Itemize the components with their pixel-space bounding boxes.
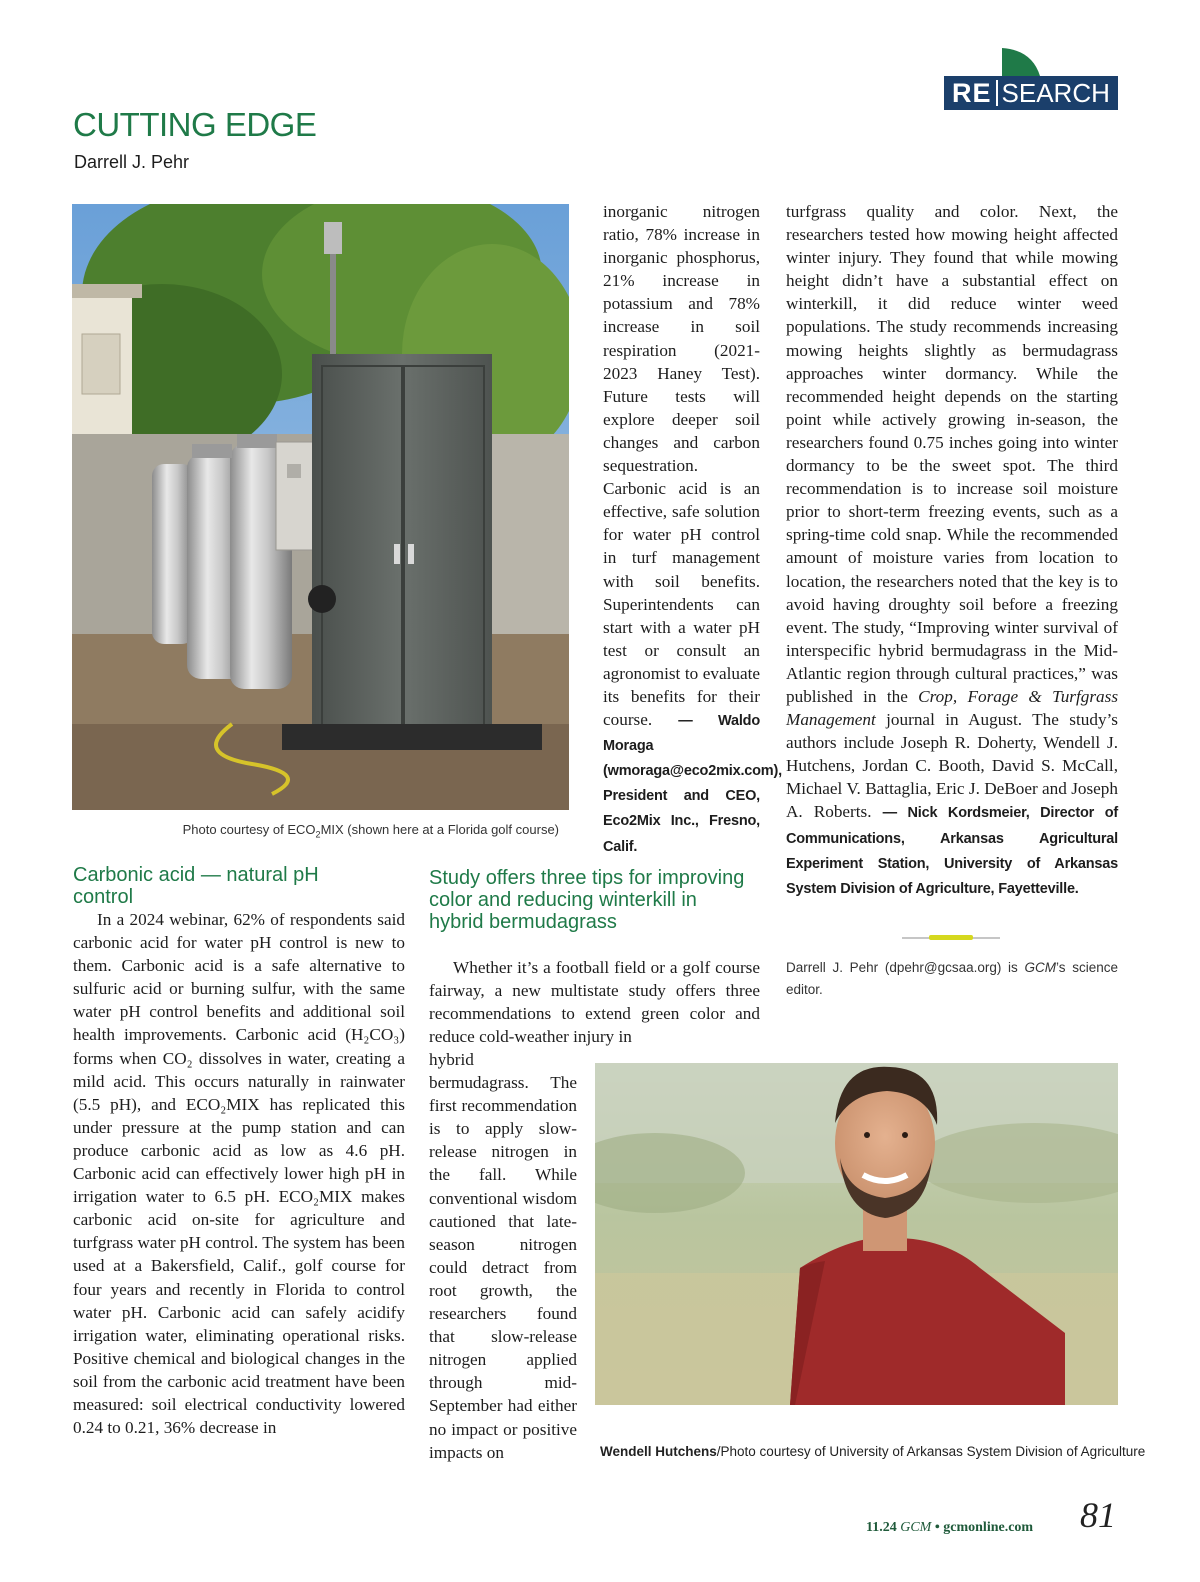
article1-continuation bbox=[603, 200, 782, 859]
research-logo-bar bbox=[944, 76, 1118, 110]
article2-paragraph-b: hybrid bermudagrass. The first recommendation is to apply slow-release nitrogen in the fall. While conventional wisdom cautioned that late-season nitrogen could detract from root growth, the researchers found that slow-release nitrogen applied through mid-September had either no impact or positive impacts on bbox=[429, 1050, 577, 1462]
article2-continuation bbox=[786, 200, 1118, 901]
bio-magazine: GCM bbox=[1024, 960, 1057, 975]
footer-magazine: GCM bbox=[900, 1520, 932, 1535]
article1-heading: Carbonic acid — natural pH control bbox=[73, 864, 319, 908]
author-bio bbox=[786, 957, 1118, 1001]
article1-paragraph-2: inorganic nitrogen ratio, 78% increase in inorganic phosphorus, 21% increase in potassium and 78% increase in soil respiration (2021-2023 Haney Test). Future tests will explore deeper soil changes and carbon sequestration. Carbonic acid is an effective, safe solution for water pH control in turf management with soil benefits. Superintendents can start with a water pH test or consult an agronomist to evaluate its benefits for their course. bbox=[603, 202, 760, 730]
article2-paragraph-d: journal in August. The study’s authors include Joseph R. Doherty, Wendell J. Hutchens, Jordan C. Booth, David S. McCall, Michael V. Battaglia, Eric J. DeBoer and Joseph A. Roberts. bbox=[786, 710, 1118, 822]
caption-text-pre: Photo courtesy of ECO bbox=[182, 822, 316, 837]
portrait-illustration bbox=[595, 1063, 1118, 1405]
page-number: 81 bbox=[1080, 1495, 1116, 1535]
article2-body-narrow bbox=[429, 1048, 577, 1464]
caption-person-name: Wendell Hutchens bbox=[600, 1444, 717, 1459]
caption-credit: /Photo courtesy of University of Arkansas System Division of Agriculture bbox=[716, 1444, 1146, 1459]
section-title: CUTTING EDGE bbox=[73, 106, 317, 143]
article1-body bbox=[73, 908, 405, 1439]
caption-subscript: 2 bbox=[315, 829, 321, 840]
page-footer bbox=[866, 1520, 1033, 1536]
logo-light-text: SEARCH bbox=[1001, 77, 1110, 108]
article1-credit: — Waldo Moraga (wmoraga@eco2mix.com), President and CEO, Eco2Mix Inc., Fresno, Calif. bbox=[603, 713, 782, 855]
section-divider bbox=[902, 937, 1000, 939]
research-logo bbox=[944, 44, 1118, 114]
byline: Darrell J. Pehr bbox=[74, 152, 190, 172]
article2-body-top bbox=[429, 956, 760, 1048]
bio-text-pre: Darrell J. Pehr (dpehr@gcsaa.org) is bbox=[786, 960, 1018, 975]
article2-paragraph-c: turfgrass quality and color. Next, the researchers tested how mowing height affected winter injury. They found that while mowing height didn’t have a substantial effect on winterkill, it did reduce winter weed populations. The study recommends increasing mowing heights slightly as bermudagrass approaches winter dormancy. While the recommended height depends on the starting point while actively growing in-season, the researchers found 0.75 inches going into winter dormancy to be the sweet spot. The third recommendation is to increase soil moisture prior to short-term freezing events, such as a spring-time cold snap. While the recommended amount of moisture varies from location to location, the researchers noted that the key is to avoid having droughty soil before a freezing event. The study, “Improving winter survival of interspecific hybrid bermudagrass in the Mid-Atlantic region through cultural practices,” was published in the bbox=[786, 202, 1118, 706]
photo-caption-portrait bbox=[600, 1444, 1145, 1459]
equipment-photo bbox=[72, 204, 569, 810]
journal-title: Crop, Forage & Turfgrass Management bbox=[786, 686, 1119, 730]
logo-strong-text: RE bbox=[952, 77, 992, 108]
article2-paragraph-a: Whether it’s a football field or a golf course fairway, a new multistate study offers three recommendations to extend green color and reduce cold-weather injury in bbox=[429, 958, 760, 1047]
photo-caption-equipment bbox=[72, 822, 559, 840]
article2-credit: — Nick Kordsmeier, Director of Communications, Arkansas Agricultural Experiment Station, University of Arkansas System Division of Agriculture, Fayetteville. bbox=[786, 805, 1119, 897]
footer-issue: 11.24 bbox=[866, 1520, 897, 1535]
equipment-illustration bbox=[72, 204, 569, 810]
logo-separator bbox=[996, 80, 998, 106]
caption-text-post: MIX (shown here at a Florida golf course) bbox=[320, 822, 559, 837]
divider-accent bbox=[929, 935, 973, 940]
article2-heading: Study offers three tips for improving color and reducing winterkill in hybrid bermudagrass bbox=[429, 867, 745, 933]
bio-text-post: ’s science editor. bbox=[786, 960, 1118, 997]
footer-site: • gcmonline.com bbox=[934, 1520, 1034, 1535]
leaf-icon bbox=[1002, 48, 1040, 76]
portrait-photo bbox=[595, 1063, 1118, 1405]
article1-paragraph-1: In a 2024 webinar, 62% of respondents said carbonic acid for water pH control is new to them. Carbonic acid is a safe alternative to sulfuric acid or burning sulfur, with the same water pH control benefits and additional soil health improvements. Carbonic acid (H₂CO₃) forms when CO₂ dissolves in water, creating a mild acid. This occurs naturally in rainwater (5.5 pH), and ECO₂MIX has replicated this under pressure at the pump station and can produce carbonic acid as low as 4.6 pH. Carbonic acid can effectively lower high pH in irrigation water to 6.5 pH. ECO₂MIX makes carbonic acid on-site for agriculture and turfgrass water pH control. The system has been used at a Bakersfield, Calif., golf course for four years and recently in Florida to control water pH. Carbonic acid can safely acidify irrigation water, eliminating operational risks. Positive chemical and biological changes in the soil from the carbonic acid treatment have been measured: soil electrical conductivity lowered 0.24 to 0.21, 36% decrease in bbox=[73, 910, 405, 1438]
